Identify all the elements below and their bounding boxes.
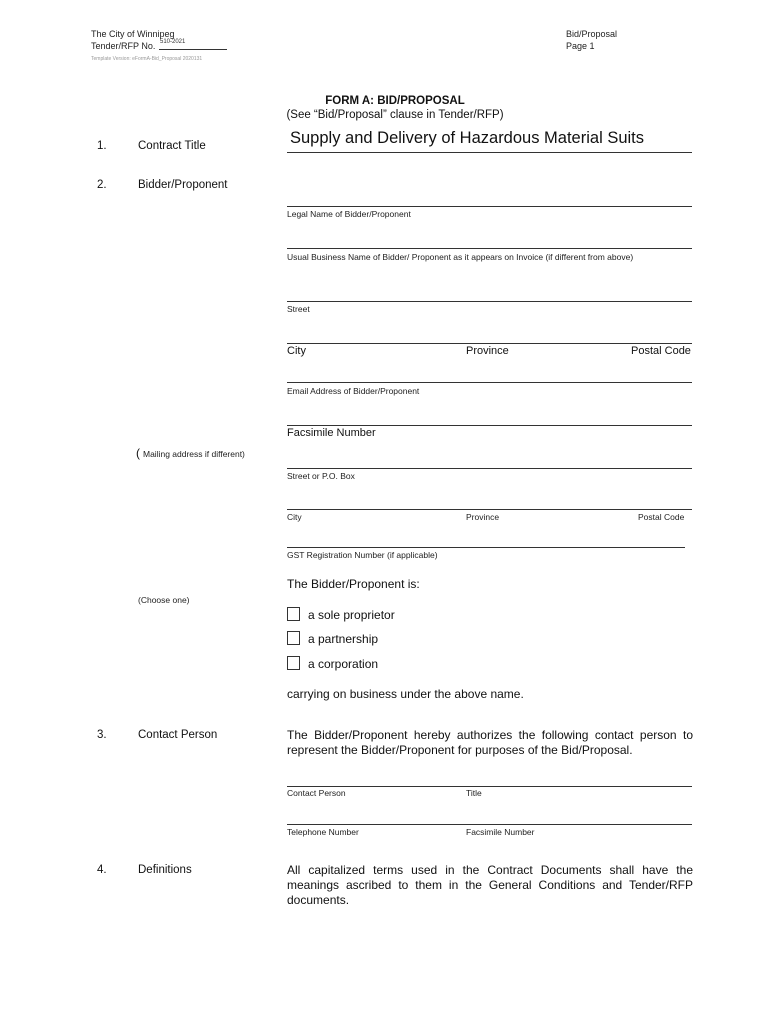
corporation-label: a corporation: [308, 657, 379, 671]
section-3-label: Contact Person: [138, 729, 218, 741]
contact-title-label: Title: [466, 788, 482, 798]
bidder-is-label: The Bidder/Proponent is:: [287, 577, 420, 591]
form-title: FORM A: BID/PROPOSAL: [325, 95, 465, 107]
usual-name-field[interactable]: [287, 248, 692, 249]
tender-number: 510-2021: [160, 39, 186, 45]
mailing-note: Mailing address if different): [143, 449, 245, 459]
section-4-number: 4.: [97, 864, 107, 876]
corporation-checkbox[interactable]: [287, 656, 300, 670]
mailing-city-field[interactable]: [287, 509, 692, 510]
fax-field[interactable]: [287, 425, 692, 426]
doc-type: Bid/Proposal: [566, 29, 618, 39]
section-4-label: Definitions: [138, 864, 192, 876]
email-label: Email Address of Bidder/Proponent: [287, 386, 420, 396]
form-subtitle: (See “Bid/Proposal” clause in Tender/RFP): [286, 109, 504, 121]
section-1-label: Contract Title: [138, 140, 206, 152]
usual-name-label: Usual Business Name of Bidder/ Proponent as it appears on Invoice (if different from above): [287, 252, 634, 262]
template-version: Template Version: eFormA-Bid_Proposal 2020131: [91, 56, 203, 62]
street-po-label: Street or P.O. Box: [287, 471, 355, 481]
province-label: Province: [466, 345, 509, 357]
mailing-paren: (: [136, 446, 140, 460]
contact-person-field[interactable]: [287, 786, 692, 787]
contact-person-label: Contact Person: [287, 788, 346, 798]
legal-name-field[interactable]: [287, 206, 692, 207]
contact-fax-label: Facsimile Number: [466, 827, 535, 837]
tender-label: Tender/RFP No.: [91, 41, 156, 51]
fax-label: Facsimile Number: [287, 427, 376, 439]
telephone-label: Telephone Number: [287, 827, 359, 837]
page-number: Page 1: [566, 41, 595, 51]
telephone-fax-field[interactable]: [287, 824, 692, 825]
sole-proprietor-label: a sole proprietor: [308, 608, 395, 622]
contact-authorization-text: The Bidder/Proponent hereby authorizes the following contact person to represent the Bidder/Proponent for purposes of the Bid/Proposal.: [287, 728, 693, 757]
mailing-city-label: City: [287, 512, 302, 522]
city-province-postal-field[interactable]: [287, 343, 692, 344]
section-3-number: 3.: [97, 729, 107, 741]
tender-number-line: [159, 49, 227, 50]
gst-label: GST Registration Number (if applicable): [287, 550, 438, 560]
mailing-province-label: Province: [466, 512, 500, 522]
sole-proprietor-checkbox[interactable]: [287, 607, 300, 621]
email-field[interactable]: [287, 382, 692, 383]
mailing-postal-label: Postal Code: [638, 512, 685, 522]
gst-field[interactable]: [287, 547, 685, 548]
city-label: City: [287, 345, 306, 357]
carrying-on-business-text: carrying on business under the above name.: [287, 687, 524, 701]
partnership-checkbox[interactable]: [287, 631, 300, 645]
contract-title-line: [287, 152, 692, 153]
legal-name-label: Legal Name of Bidder/Proponent: [287, 209, 411, 219]
section-1-number: 1.: [97, 140, 107, 152]
street-field[interactable]: [287, 301, 692, 302]
definitions-text: All capitalized terms used in the Contract Documents shall have the meanings ascribed to them in the General Conditions and Tender/RFP documents.: [287, 863, 693, 907]
postal-code-label: Postal Code: [631, 345, 691, 357]
contract-title-value[interactable]: Supply and Delivery of Hazardous Material Suits: [290, 129, 645, 147]
city-name: The City of Winnipeg: [91, 29, 175, 39]
section-2-label: Bidder/Proponent: [138, 179, 228, 191]
street-po-field[interactable]: [287, 468, 692, 469]
street-label: Street: [287, 304, 310, 314]
choose-one-note: (Choose one): [138, 595, 190, 605]
section-2-number: 2.: [97, 179, 107, 191]
partnership-label: a partnership: [308, 632, 379, 646]
